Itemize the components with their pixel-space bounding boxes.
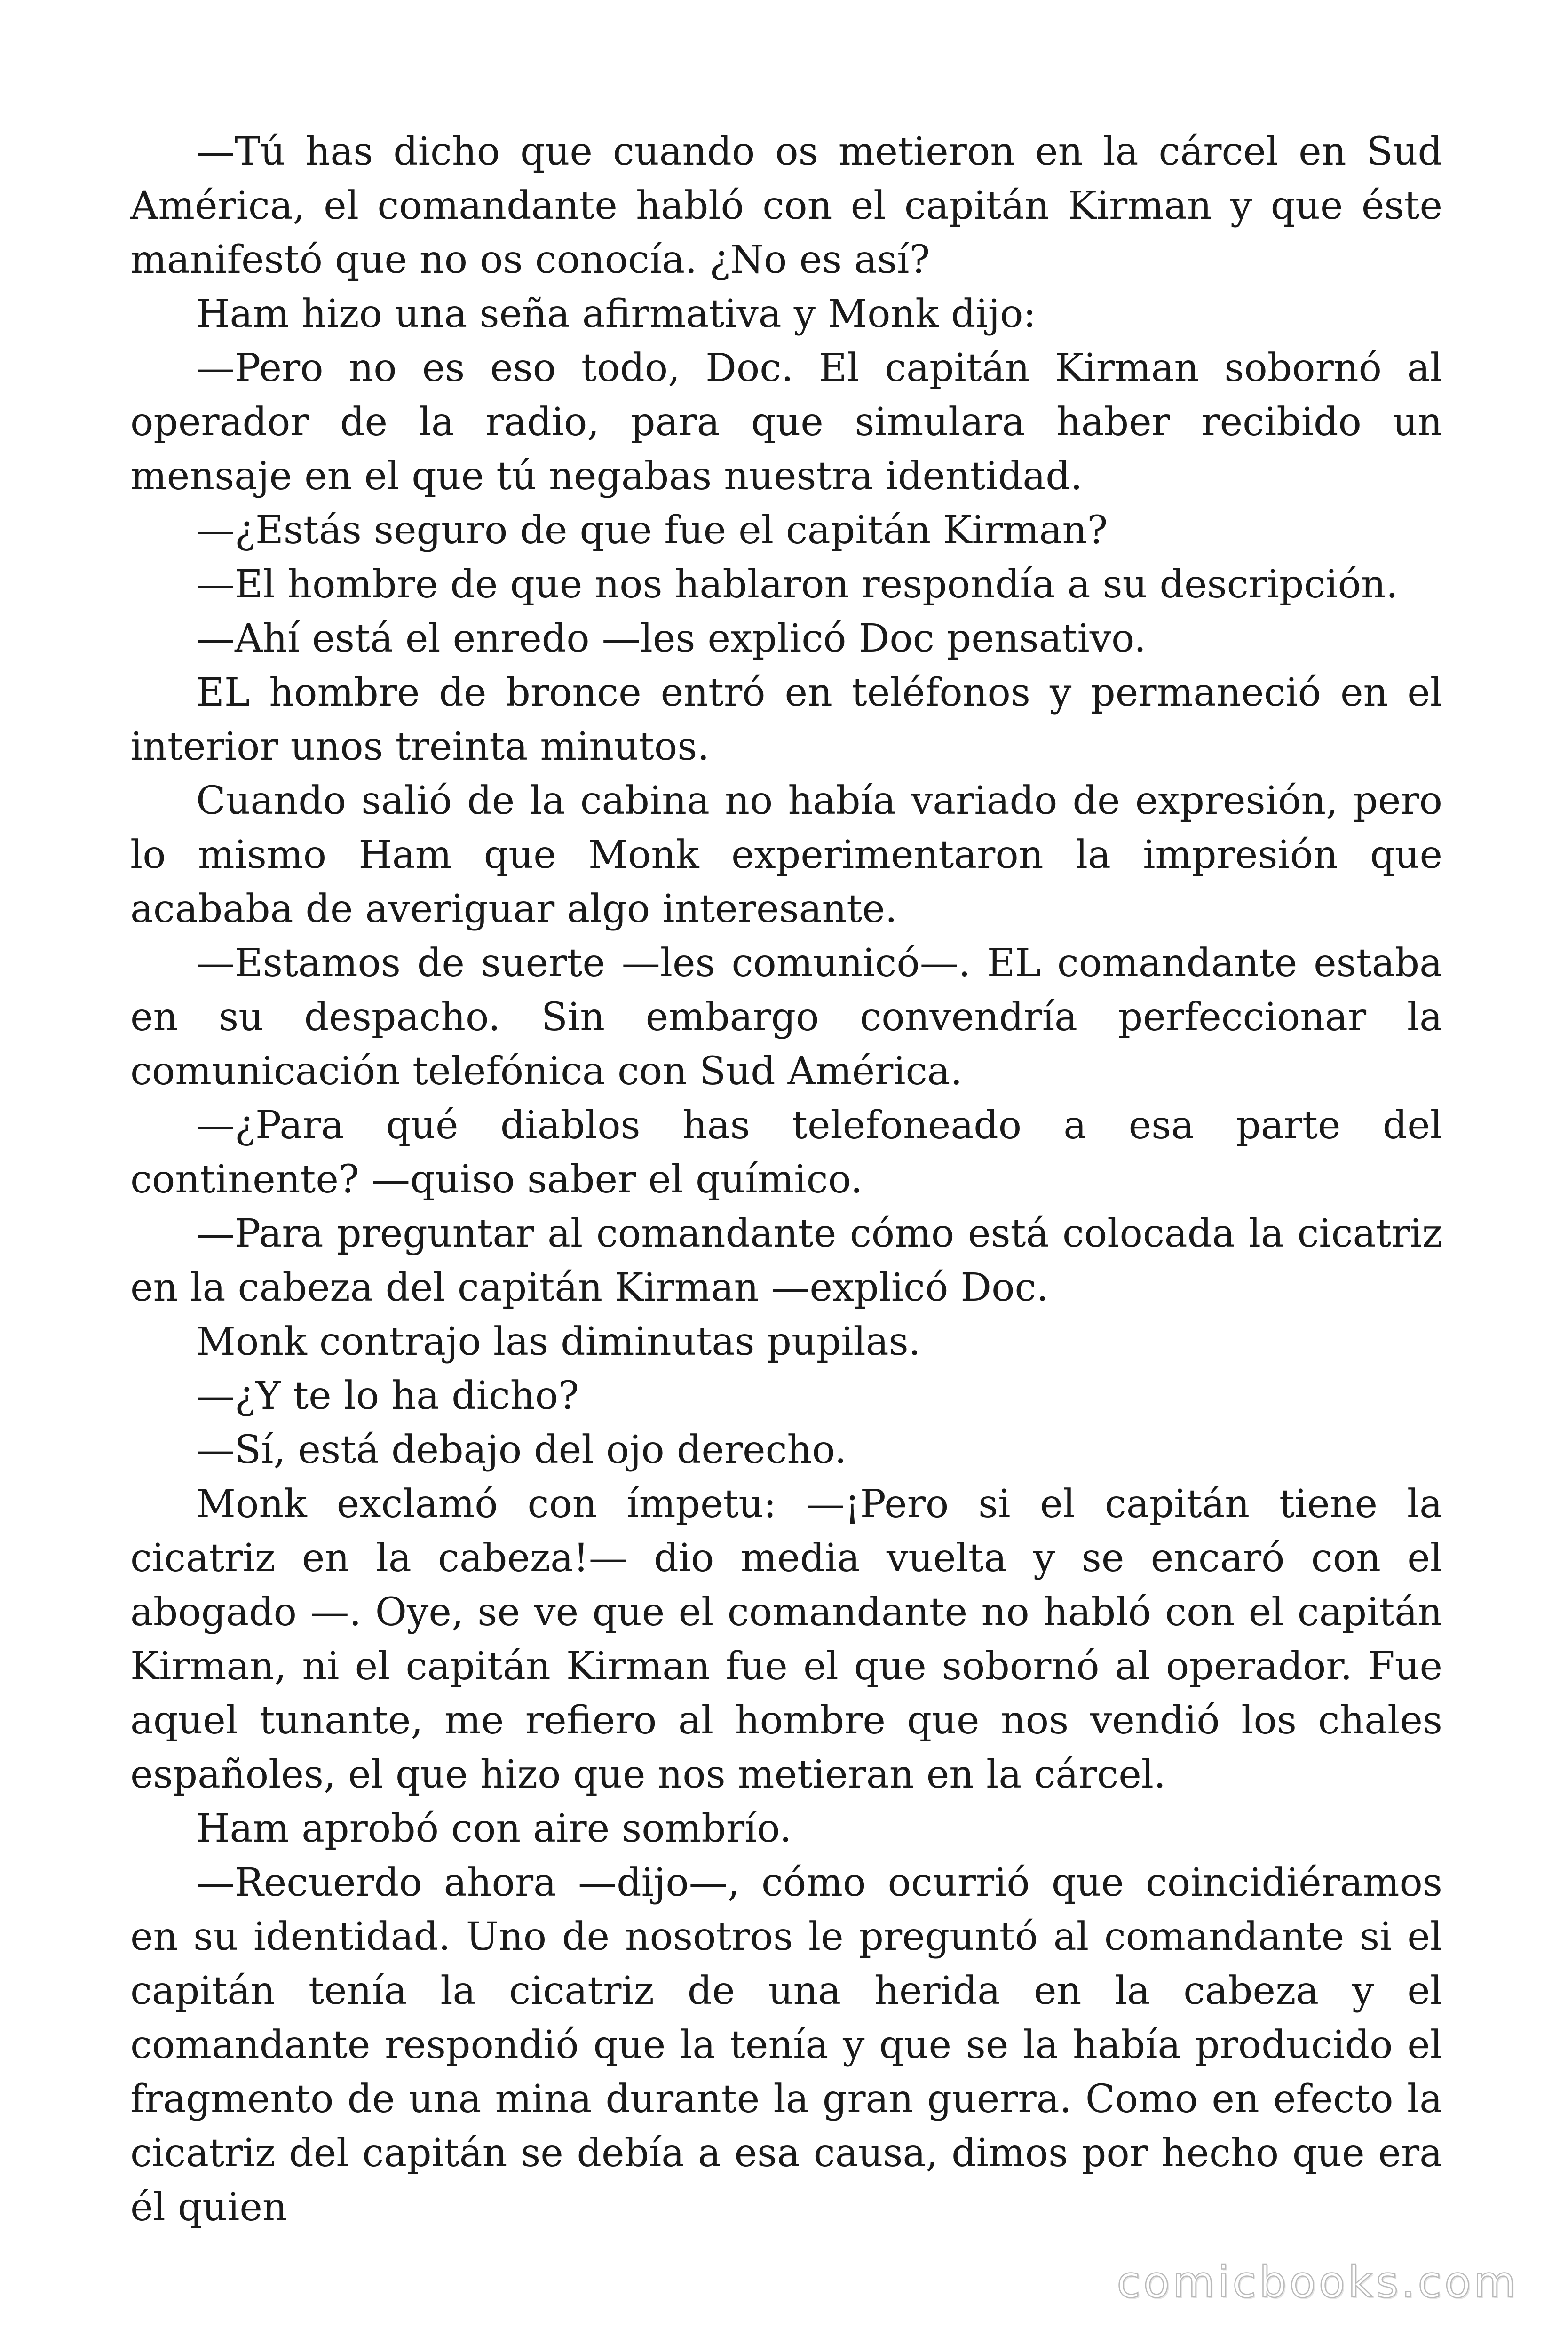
watermark: comicbooks.com	[1117, 2257, 1519, 2307]
paragraph: EL hombre de bronce entró en teléfonos y permaneció en el interior unos treinta minutos.	[130, 670, 1442, 769]
paragraph: Ham aprobó con aire sombrío.	[196, 1806, 792, 1851]
paragraph: —Sí, está debajo del ojo derecho.	[196, 1428, 847, 1472]
paragraph: —¿Para qué diablos has telefoneado a esa parte del continente? —quiso saber el químico.	[130, 1103, 1442, 1202]
paragraph: —Ahí está el enredo —les explicó Doc pensativo.	[196, 616, 1147, 661]
paragraph: —Pero no es eso todo, Doc. El capitán Kirman sobornó al operador de la radio, para que simulara haber recibido un mensaje en el que tú negabas nuestra identidad.	[130, 346, 1442, 499]
paragraph: —¿Estás seguro de que fue el capitán Kirman?	[196, 508, 1108, 553]
paragraph: —¿Y te lo ha dicho?	[196, 1374, 579, 1418]
paragraph: Ham hizo una seña afirmativa y Monk dijo:	[196, 292, 1037, 336]
paragraph: Monk contrajo las diminutas pupilas.	[196, 1319, 921, 1364]
paragraph: —Estamos de suerte —les comunicó—. EL comandante estaba en su despacho. Sin embargo convendría perfeccionar la comunicación telefónica con Sud América.	[130, 941, 1442, 1094]
paragraph: Monk exclamó con ímpetu: —¡Pero si el capitán tiene la cicatriz en la cabeza!— dio media vuelta y se encaró con el abogado —. Oye, se ve que el comandante no habló con el capitán Kirman, ni el capitán Kirman fue el que sobornó al operador. Fue aquel tunante, me refiero al hombre que nos vendió los chales españoles, el que hizo que nos metieran en la cárcel.	[130, 1482, 1442, 1797]
paragraph: —El hombre de que nos hablaron respondía a su descripción.	[196, 562, 1398, 607]
book-page-text	[130, 125, 1442, 2234]
paragraph: —Tú has dicho que cuando os metieron en la cárcel en Sud América, el comandante habló con el capitán Kirman y que éste manifestó que no os conocía. ¿No es así?	[130, 129, 1442, 282]
paragraph: —Recuerdo ahora —dijo—, cómo ocurrió que coincidiéramos en su identidad. Uno de nosotros le preguntó al comandante si el capitán tenía la cicatriz de una herida en la cabeza y el comandante respondió que la tenía y que se la había producido el fragmento de una mina durante la gran guerra. Como en efecto la cicatriz del capitán se debía a esa causa, dimos por hecho que era él quien	[130, 1860, 1442, 2230]
paragraph: —Para preguntar al comandante cómo está colocada la cicatriz en la cabeza del capitán Kirman —explicó Doc.	[130, 1211, 1442, 1310]
paragraph: Cuando salió de la cabina no había variado de expresión, pero lo mismo Ham que Monk experimentaron la impresión que acababa de averiguar algo interesante.	[130, 779, 1442, 931]
